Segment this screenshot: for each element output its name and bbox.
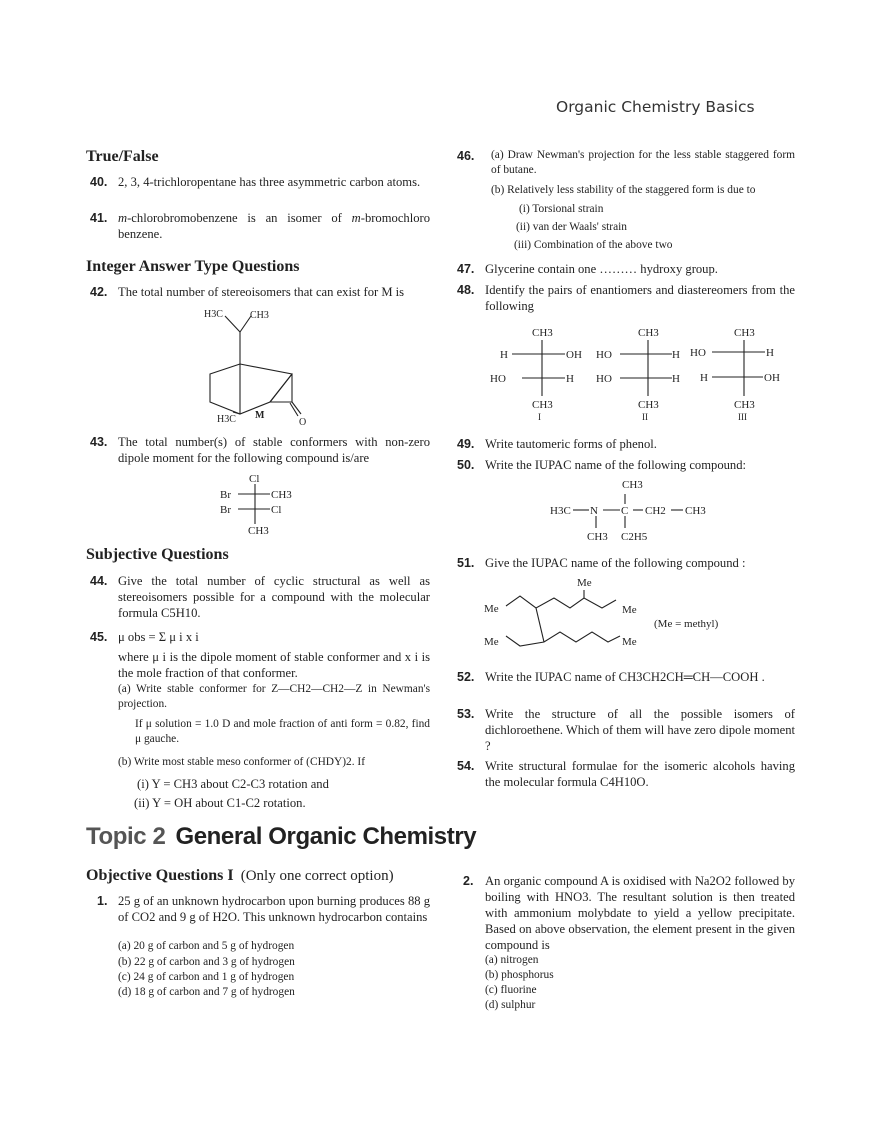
q41-italic-m2: m: [351, 211, 361, 225]
oq2-number: 2.: [463, 874, 474, 888]
q54-text: Write structural formulae for the isomeric alcohols having the molecular formula C4H10O.: [485, 759, 795, 789]
q49-text: Write tautomeric forms of phenol.: [485, 437, 657, 451]
q41-span-d: -bromochloro benzene.: [118, 211, 430, 241]
q47-number: 47.: [457, 262, 475, 276]
q48-fischer-projections: [480, 320, 800, 424]
fischer-ii-label: II: [642, 412, 648, 422]
topic-title: General Organic Chemistry: [175, 823, 477, 850]
objective-subheading: (Only one correct option): [240, 868, 394, 884]
q49-number: 49.: [457, 437, 475, 451]
q53-text: Write the structure of all the possible isomers of dichloroethene. Which of them will have zero dipole moment ?: [485, 707, 795, 753]
true-false-heading: True/False: [86, 148, 159, 165]
oq1-option-c: (c) 24 g of carbon and 1 g of hydrogen: [118, 971, 295, 983]
q50-number: 50.: [457, 458, 475, 472]
q50-carbon: C: [621, 505, 629, 517]
q50-ch3-right: CH3: [685, 505, 706, 517]
q42-ch3-top: CH3: [250, 310, 269, 321]
q43-number: 43.: [90, 435, 108, 449]
q41-italic-m1: m: [118, 211, 128, 225]
q43-ch3-bottom: CH3: [248, 525, 269, 537]
fischer-iii-label: III: [738, 412, 747, 422]
topic-heading: [86, 823, 477, 850]
fischer-ii-l1: HO: [596, 349, 612, 361]
q53-number: 53.: [457, 707, 475, 721]
q41-text: [118, 210, 430, 242]
q43-structure: [210, 470, 310, 540]
q52-text: Write the IUPAC name of CH3CH2CH═CH—COOH .: [485, 670, 765, 684]
q52-number: 52.: [457, 670, 475, 684]
q45-part-b2: (i) Y = CH3 about C2-C3 rotation and: [137, 777, 329, 791]
q51-text: Give the IUPAC name of the following compound :: [485, 556, 746, 570]
oq2-option-c: (c) fluorine: [485, 984, 537, 996]
q42-h3c-bottom: H3C: [217, 414, 236, 425]
fischer-i-label: I: [538, 412, 541, 422]
fischer-iii-top: CH3: [734, 327, 755, 339]
q50-h3c: H3C: [550, 505, 571, 517]
q51-me-left-1: Me: [484, 603, 499, 615]
oq1-option-b: (b) 22 g of carbon and 3 g of hydrogen: [118, 956, 295, 968]
oq1-option-a: (a) 20 g of carbon and 5 g of hydrogen: [118, 940, 295, 952]
q43-br2: Br: [220, 504, 231, 516]
fischer-ii-top: CH3: [638, 327, 659, 339]
q51-methyl-note: (Me = methyl): [654, 618, 719, 630]
q50-ch3-top: CH3: [622, 479, 643, 491]
q43-br1: Br: [220, 489, 231, 501]
fischer-i-r2: H: [566, 373, 574, 385]
q48-number: 48.: [457, 283, 475, 297]
objective-heading-row: [86, 868, 394, 884]
q42-bicyclic-structure: [195, 302, 325, 430]
q43-text: The total number(s) of stable conformers with non-zero dipole moment for the following compound is/are: [118, 435, 430, 465]
objective-heading: Objective Questions I: [86, 867, 234, 884]
oq2-option-d: (d) sulphur: [485, 999, 536, 1011]
q54-number: 54.: [457, 759, 475, 773]
q42-h3c-top: H3C: [204, 309, 223, 320]
q43-cl-right: Cl: [271, 504, 282, 516]
q51-skeletal-structure: [480, 572, 740, 654]
fischer-iii-l2: H: [700, 372, 708, 384]
oq2-text: An organic compound A is oxidised with Na2O2 followed by boiling with HNO3. The resultant solution is then treated with ammonium molybdate to yield a yellow precipitate. Based on above observation, the element present in the given compound is: [485, 874, 795, 952]
q50-nitrogen: N: [590, 505, 598, 517]
subjective-heading: Subjective Questions: [86, 546, 229, 563]
fischer-ii-r2: H: [672, 373, 680, 385]
q43-ch3-right: CH3: [271, 489, 292, 501]
fischer-i-l1: H: [500, 349, 508, 361]
fischer-i-l2: HO: [490, 373, 506, 385]
q46-number: 46.: [457, 149, 475, 163]
q40-number: 40.: [90, 175, 108, 189]
q45-part-a2: If μ solution = 1.0 D and mole fraction of anti form = 0.82, find μ gauche.: [135, 718, 430, 745]
q45-number: 45.: [90, 630, 108, 644]
oq2-option-b: (b) phosphorus: [485, 969, 554, 981]
q42-label-m: M: [255, 410, 265, 421]
q48-text: Identify the pairs of enantiomers and diastereomers from the following: [485, 283, 795, 313]
q51-me-right-2: Me: [622, 636, 637, 648]
fischer-i-r1: OH: [566, 349, 582, 361]
q42-text: The total number of stereoisomers that can exist for M is: [118, 285, 405, 299]
q51-number: 51.: [457, 556, 475, 570]
q43-cl-top: Cl: [249, 473, 260, 485]
q50-c2h5: C2H5: [621, 531, 648, 543]
q45-part-a1: (a) Write stable conformer for Z—CH2—CH2—Z in Newman's projection.: [118, 683, 430, 710]
q41-span-b: -chlorobromobenzene is an isomer of: [127, 211, 352, 225]
q50-ch3-bottom: CH3: [587, 531, 608, 543]
q41-number: 41.: [90, 211, 108, 225]
running-head: Organic Chemistry Basics: [556, 98, 755, 116]
q46-option-ii: (ii) van der Waals' strain: [516, 221, 627, 233]
q44-text: Give the total number of cyclic structural as well as stereoisomers possible for a compound with the molecular formula C5H10.: [118, 574, 430, 620]
oq1-number: 1.: [97, 894, 108, 908]
q51-me-top: Me: [577, 577, 592, 589]
q50-structure: [545, 474, 725, 546]
fischer-iii-r2: OH: [764, 372, 780, 384]
q51-me-left-2: Me: [484, 636, 499, 648]
fischer-ii-l2: HO: [596, 373, 612, 385]
q45-part-b1: (b) Write most stable meso conformer of (CHDY)2. If: [118, 756, 366, 768]
oq2-option-a: (a) nitrogen: [485, 954, 539, 966]
q46-option-i: (i) Torsional strain: [519, 203, 604, 215]
integer-heading: Integer Answer Type Questions: [86, 258, 300, 275]
oq1-text: 25 g of an unknown hydrocarbon upon burning produces 88 g of CO2 and 9 g of H2O. This unknown hydrocarbon contains: [118, 894, 430, 924]
q42-number: 42.: [90, 285, 108, 299]
fischer-iii-l1: HO: [690, 347, 706, 359]
q45-part-b3: (ii) Y = OH about C1-C2 rotation.: [134, 796, 306, 810]
q50-text: Write the IUPAC name of the following compound:: [485, 458, 747, 472]
q47-text: Glycerine contain one ……… hydroxy group.: [485, 262, 718, 276]
q46-part-a: (a) Draw Newman's projection for the less stable staggered form of butane.: [491, 149, 795, 176]
fischer-i-bottom: CH3: [532, 399, 553, 411]
q45-line2: where μ i is the dipole moment of stable conformer and x i is the mole fraction of that conformer.: [118, 650, 430, 680]
q46-option-iii: (iii) Combination of the above two: [514, 239, 673, 251]
topic-number: Topic 2: [86, 823, 166, 850]
fischer-iii-bottom: CH3: [734, 399, 755, 411]
q44-number: 44.: [90, 574, 108, 588]
q50-ch2: CH2: [645, 505, 666, 517]
q45-line1: μ obs = Σ μ i x i: [118, 630, 199, 644]
q40-text: 2, 3, 4-trichloropentane has three asymmetric carbon atoms.: [118, 175, 421, 189]
fischer-ii-r1: H: [672, 349, 680, 361]
fischer-iii-r1: H: [766, 347, 774, 359]
fischer-ii-bottom: CH3: [638, 399, 659, 411]
q46-part-b: (b) Relatively less stability of the staggered form is due to: [491, 184, 756, 196]
q42-oxygen: O: [299, 417, 307, 428]
q51-me-right-1: Me: [622, 604, 637, 616]
fischer-i-top: CH3: [532, 327, 553, 339]
oq1-option-d: (d) 18 g of carbon and 7 g of hydrogen: [118, 986, 295, 998]
